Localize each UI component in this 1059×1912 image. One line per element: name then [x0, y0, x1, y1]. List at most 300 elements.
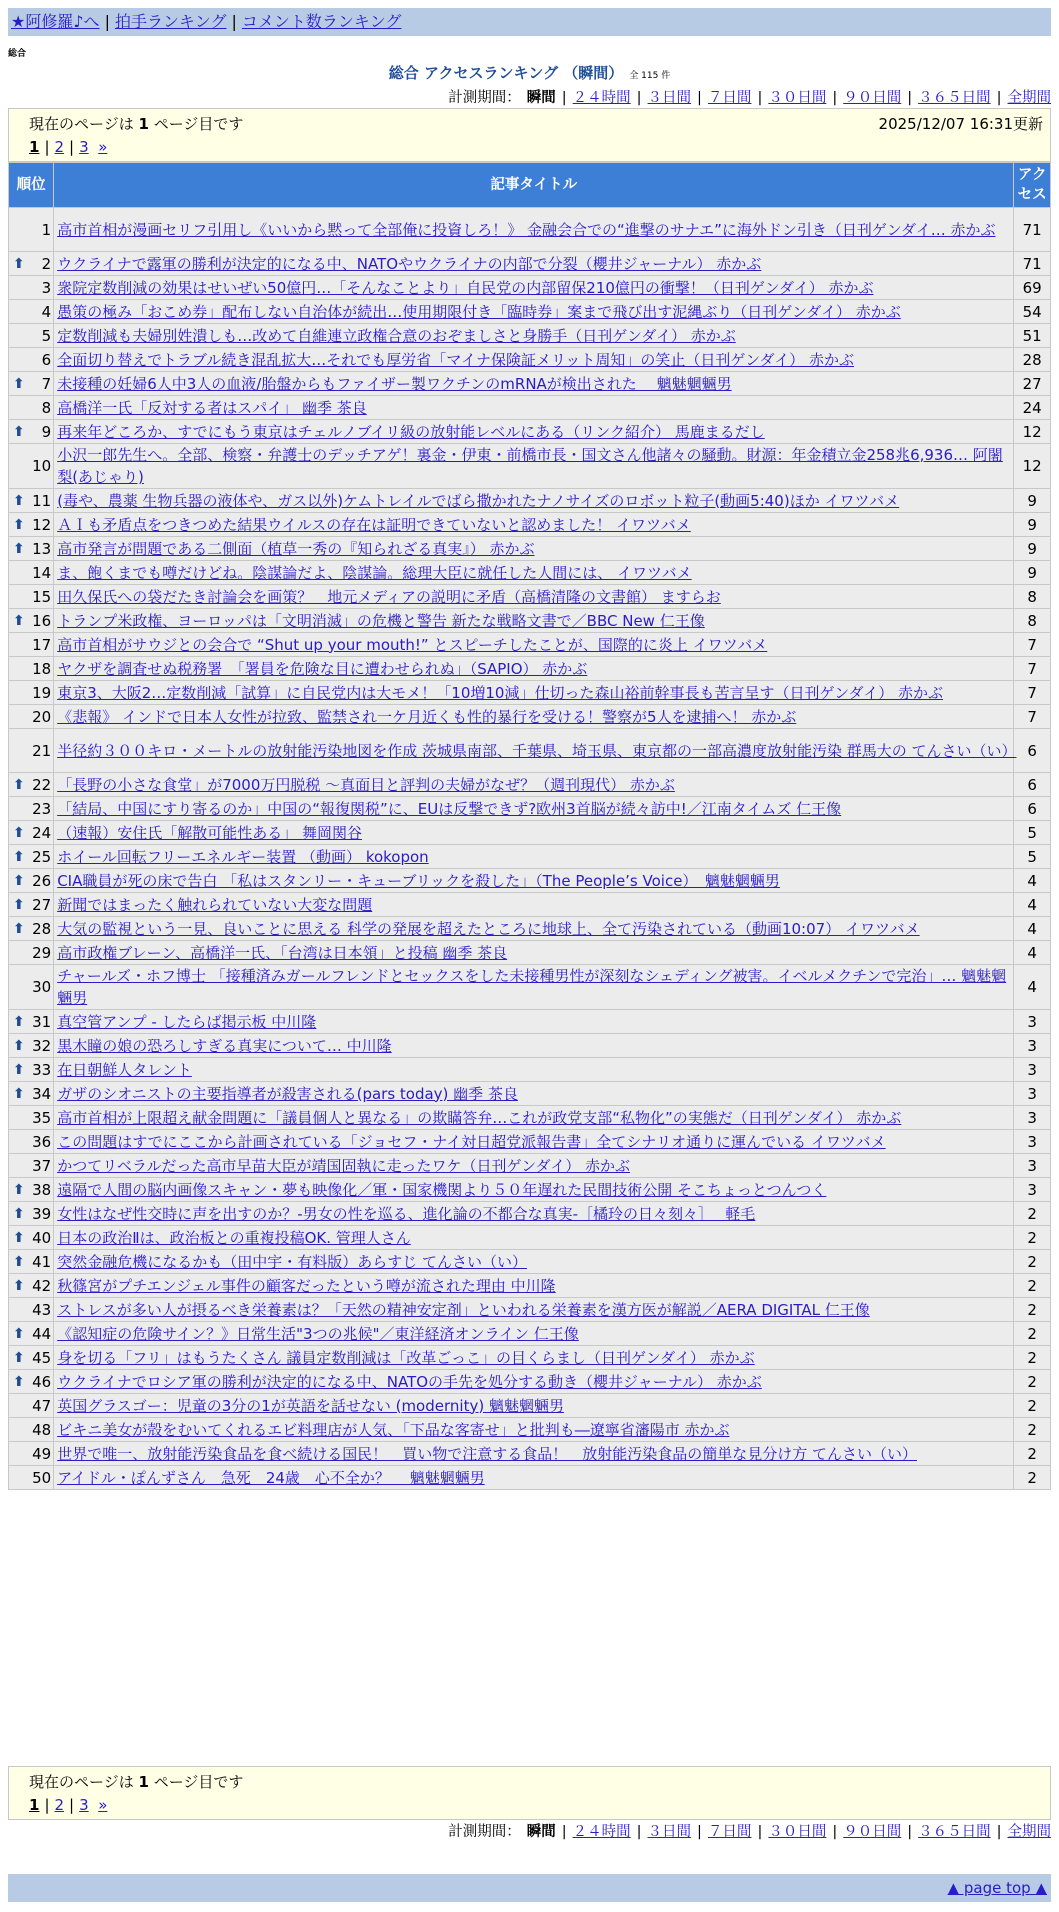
period-365d[interactable]: ３６５日間 [918, 90, 991, 106]
article-link[interactable]: 「長野の小さな食堂」が7000万円脱税 ～真面目と評判の夫婦がなぜ？（週刊現代） 赤かぶ [57, 775, 675, 794]
rank-number: 50 [32, 1468, 52, 1487]
article-link[interactable]: ま、飽くまでも噂だけどね。陰謀論だよ、陰謀論。総理大臣に就任した人間には、 イワツバメ [57, 563, 692, 582]
article-link[interactable]: 遠隔で人間の脳内画像スキャン・夢も映像化／軍・国家機関より５０年遅れた民間技術公開 そこちょっとつんつく [57, 1180, 827, 1199]
rank-cell [9, 208, 54, 252]
access-count: 4 [1014, 965, 1051, 1010]
rank-cell [9, 633, 54, 657]
article-link[interactable]: 東京3、大阪2…定数削減「試算」に自民党内は大モメ！「10増10減」仕切った森山裕前幹事長も苦言呈す（日刊ゲンダイ） 赤かぶ [57, 683, 944, 702]
rank-cell [9, 489, 54, 513]
period-3d[interactable]: ３日間 [647, 1824, 692, 1840]
rank-cell [9, 561, 54, 585]
article-link[interactable]: 田久保氏への袋だたき討論会を画策？ 地元メディアの説明に矛盾（高橋清隆の文書館） ますらお [57, 587, 721, 606]
table-row [9, 1082, 1051, 1106]
table-row [9, 657, 1051, 681]
access-count: 8 [1014, 585, 1051, 609]
rank-cell [9, 657, 54, 681]
table-row [9, 965, 1051, 1010]
rank-number: 36 [32, 1132, 52, 1151]
article-link[interactable]: 《認知症の危険サイン？》日常生活"3つの兆候"／東洋経済オンライン 仁王像 [57, 1324, 579, 1343]
article-link[interactable]: ストレスが多い人が摂るべき栄養素は？「天然の精神安定剤」といわれる栄養素を漢方医が解説／AERA DIGITAL 仁王像 [57, 1300, 870, 1319]
article-link[interactable]: 未接種の妊婦6人中3人の血液/胎盤からもファイザー製ワクチンのmRNAが検出された 魑魅魍魎男 [57, 374, 732, 393]
rank-cell [9, 444, 54, 489]
period-24h[interactable]: ２４時間 [572, 90, 631, 106]
access-count: 2 [1014, 1226, 1051, 1250]
article-link[interactable]: 衆院定数削減の効果はせいぜい50億円…「そんなことより」自民党の内部留保210億円の衝撃！（日刊ゲンダイ） 赤かぶ [57, 278, 874, 297]
rank-cell [9, 965, 54, 1010]
table-row [9, 1250, 1051, 1274]
pager-page-current[interactable]: 1 [29, 1796, 40, 1814]
home-link[interactable]: ★阿修羅♪へ [11, 12, 100, 31]
article-link[interactable]: 真空管アンプ - したらば掲示板 中川隆 [57, 1012, 317, 1031]
article-link[interactable]: 在日朝鮮人タレント [57, 1060, 192, 1079]
rank-cell [9, 420, 54, 444]
article-link[interactable]: 高市首相がサウジとの会合で “Shut up your mouth!” とスピーチしたことが、国際的に炎上 イワツバメ [57, 635, 768, 654]
period-24h[interactable]: ２４時間 [572, 1824, 631, 1840]
updated-timestamp: 2025/12/07 16:31更新 [878, 115, 1043, 133]
rank-cell [9, 513, 54, 537]
rank-cell [9, 941, 54, 965]
access-count: 2 [1014, 1202, 1051, 1226]
up-arrow-icon: ⬆ [13, 1253, 25, 1270]
access-count: 54 [1014, 300, 1051, 324]
up-arrow-icon: ⬆ [13, 516, 25, 533]
access-count: 2 [1014, 1250, 1051, 1274]
access-count: 3 [1014, 1010, 1051, 1034]
rank-number: 41 [32, 1252, 52, 1271]
article-link[interactable]: ＡＩも矛盾点をつきつめた結果ウイルスの存在は証明できていないと認めました！ イワツバメ [57, 515, 691, 534]
up-arrow-icon: ⬆ [13, 1277, 25, 1294]
title-cell [54, 1130, 1014, 1154]
title-cell [54, 1202, 1014, 1226]
access-count: 4 [1014, 869, 1051, 893]
up-arrow-icon: ⬆ [13, 824, 25, 841]
rank-number: 48 [32, 1420, 52, 1439]
table-row [9, 1418, 1051, 1442]
table-row [9, 917, 1051, 941]
title-cell [54, 208, 1014, 252]
table-row [9, 585, 1051, 609]
access-count: 2 [1014, 1442, 1051, 1466]
rank-cell [9, 609, 54, 633]
article-link[interactable]: 大気の監視という一見、良いことに思える 科学の発展を超えたところに地球上、全て汚染されている（動画10:07） イワツバメ [57, 919, 920, 938]
rank-number: 17 [32, 635, 52, 654]
page-title [0, 62, 1059, 83]
rank-cell [9, 1130, 54, 1154]
access-count: 9 [1014, 513, 1051, 537]
up-arrow-icon: ⬆ [13, 1013, 25, 1030]
access-count: 12 [1014, 444, 1051, 489]
access-count: 12 [1014, 420, 1051, 444]
rank-cell [9, 1418, 54, 1442]
table-row [9, 1370, 1051, 1394]
article-link[interactable]: 《悲報》 インドで日本人女性が拉致、監禁され一ケ月近くも性的暴行を受ける！警察が5人を逮捕へ！ 赤かぶ [57, 707, 797, 726]
rank-number: 31 [32, 1012, 52, 1031]
title-cell [54, 348, 1014, 372]
rank-number: 27 [32, 895, 52, 914]
rank-number: 47 [32, 1396, 52, 1415]
rank-cell [9, 869, 54, 893]
title-cell [54, 513, 1014, 537]
rank-number: 44 [32, 1324, 52, 1343]
rank-number: 6 [41, 350, 52, 369]
article-link[interactable]: 半径約３００キロ・メートルの放射能汚染地図を作成 茨城県南部、千葉県、埼玉県、東京都の一部高濃度放射能汚染 群馬大の てんさい（い） [57, 741, 1017, 760]
rank-cell [9, 1274, 54, 1298]
up-arrow-icon: ⬆ [13, 920, 25, 937]
period-30d[interactable]: ３０日間 [768, 90, 827, 106]
title-cell [54, 396, 1014, 420]
title-cell [54, 1394, 1014, 1418]
title-cell [54, 1226, 1014, 1250]
period-selector-bottom: 計測期間： 瞬間 | ２４時間 | ３日間 | ７日間 | ３０日間 | ９０日間 | ３６５日間 | 全期間 [448, 1824, 1051, 1840]
access-count: 3 [1014, 1178, 1051, 1202]
article-link[interactable]: 高市発言が問題である二側面（植草一秀の『知られざる真実』） 赤かぶ [57, 539, 535, 558]
article-link[interactable]: 定数削減も夫婦別姓潰しも…改めて自維連立政権合意のおぞましさと身勝手（日刊ゲンダイ） 赤かぶ [57, 326, 736, 345]
pager-page-2[interactable]: 2 [54, 1796, 65, 1814]
rank-cell [9, 1154, 54, 1178]
pager-page-current[interactable]: 1 [29, 138, 40, 156]
title-cell [54, 797, 1014, 821]
rank-number: 29 [32, 943, 52, 962]
title-cell [54, 252, 1014, 276]
header-access: アクセス [1014, 163, 1051, 208]
title-cell [54, 917, 1014, 941]
up-arrow-icon: ⬆ [13, 848, 25, 865]
rank-number: 23 [32, 799, 52, 818]
article-link[interactable]: 全面切り替えでトラブル続き混乱拡大…それでも厚労省「マイナ保険証メリット周知」の笑止（日刊ゲンダイ） 赤かぶ [57, 350, 854, 369]
up-arrow-icon: ⬆ [13, 872, 25, 889]
rank-number: 14 [32, 563, 52, 582]
rank-cell [9, 276, 54, 300]
article-link[interactable]: トランプ米政権、ヨーロッパは「文明消滅」の危機と警告 新たな戦略文書で／BBC New 仁王像 [57, 611, 705, 630]
table-row [9, 729, 1051, 773]
rank-cell [9, 821, 54, 845]
rank-cell [9, 324, 54, 348]
access-count: 24 [1014, 396, 1051, 420]
title-cell [54, 773, 1014, 797]
table-row [9, 869, 1051, 893]
article-link[interactable]: ヤクザを調査せぬ税務署 「署員を危険な目に遭わせられぬ」（SAPIO） 赤かぶ [57, 659, 588, 678]
article-link[interactable]: (毒や、農薬 生物兵器の液体や、ガス以外)ケムトレイルでばら撒かれたナノサイズのロボット粒子(動画5:40)ほか イワツバメ [57, 491, 900, 510]
rank-number: 33 [32, 1060, 52, 1079]
table-row [9, 1466, 1051, 1490]
access-count: 28 [1014, 348, 1051, 372]
access-count: 8 [1014, 609, 1051, 633]
pager-page-3[interactable]: 3 [79, 138, 89, 156]
title-cell [54, 1418, 1014, 1442]
title-cell [54, 609, 1014, 633]
rank-cell [9, 893, 54, 917]
title-cell [54, 1010, 1014, 1034]
rank-cell [9, 1394, 54, 1418]
rank-cell [9, 797, 54, 821]
period-all[interactable]: 全期間 [1007, 1824, 1051, 1840]
article-link[interactable]: 英国グラスゴー：児童の3分の1が英語を話せない (modernity) 魑魅魍魎男 [57, 1396, 564, 1415]
up-arrow-icon: ⬆ [13, 1061, 25, 1078]
access-count: 71 [1014, 208, 1051, 252]
rank-number: 7 [41, 374, 52, 393]
pager-top: 1 | 2 | 3 » [29, 138, 108, 156]
period-label: 計測期間： [448, 90, 521, 106]
table-row [9, 396, 1051, 420]
table-row [9, 1178, 1051, 1202]
article-link[interactable]: アイドル・ぽんずさん 急死 24歳 心不全か？ 魑魅魍魎男 [57, 1468, 485, 1487]
period-90d[interactable]: ９０日間 [843, 1824, 902, 1840]
table-row [9, 537, 1051, 561]
comment-ranking-link[interactable]: コメント数ランキング [241, 12, 402, 31]
page-title-text: 総合 アクセスランキング （瞬間） [388, 64, 624, 82]
pager-page-2[interactable]: 2 [54, 138, 65, 156]
rank-number: 28 [32, 919, 52, 938]
total-count: 全 115 件 [629, 71, 671, 81]
article-link[interactable]: CIA職員が死の床で告白 「私はスタンリー・キューブリックを殺した」（The People’s Voice） 魑魅魍魎男 [57, 871, 780, 890]
article-link[interactable]: ガザのシオニストの主要指導者が殺害される(pars today) 幽季 茶良 [57, 1084, 518, 1103]
rank-number: 24 [32, 823, 52, 842]
rank-cell [9, 681, 54, 705]
access-count: 7 [1014, 681, 1051, 705]
table-row [9, 420, 1051, 444]
article-link[interactable]: 高橋洋一氏「反対する者はスパイ」 幽季 茶良 [57, 398, 367, 417]
rank-cell [9, 300, 54, 324]
rank-number: 12 [32, 515, 52, 534]
article-link[interactable]: 秋篠宮がプチエンジェル事件の顧客だったという噂が流された理由 中川隆 [57, 1276, 556, 1295]
table-row [9, 324, 1051, 348]
rank-number: 20 [32, 707, 52, 726]
rank-cell [9, 917, 54, 941]
rank-number: 38 [32, 1180, 52, 1199]
rank-cell [9, 773, 54, 797]
rank-number: 16 [32, 611, 52, 630]
period-selector-top: 計測期間： 瞬間 | ２４時間 | ３日間 | ７日間 | ３０日間 | ９０日間 | ３６５日間 | 全期間 [448, 90, 1051, 106]
article-link[interactable]: ビキニ美女が殻をむいてくれるエビ料理店が人気、「下品な客寄せ」と批判も―遼寧省瀋陽市 赤かぶ [57, 1420, 730, 1439]
article-link[interactable]: 身を切る「フリ」はもうたくさん 議員定数削減は「改革ごっこ」の目くらまし（日刊ゲンダイ） 赤かぶ [57, 1348, 755, 1367]
title-cell [54, 300, 1014, 324]
period-90d[interactable]: ９０日間 [843, 90, 902, 106]
current-page-text: 現在のページは 1 ページ目です [29, 115, 244, 133]
period-all[interactable]: 全期間 [1007, 90, 1051, 106]
up-arrow-icon: ⬆ [13, 776, 25, 793]
rank-cell [9, 1010, 54, 1034]
page-info-bottom [8, 1766, 1051, 1820]
access-count: 2 [1014, 1394, 1051, 1418]
rank-cell [9, 729, 54, 773]
article-link[interactable]: 黒木瞳の娘の恐ろしすぎる真実について… 中川隆 [57, 1036, 392, 1055]
up-arrow-icon: ⬆ [13, 612, 25, 629]
title-cell [54, 585, 1014, 609]
table-row [9, 1346, 1051, 1370]
title-cell [54, 489, 1014, 513]
article-link[interactable]: 日本の政治Ⅱは、政治板との重複投稿OK. 管理人さん [57, 1228, 411, 1247]
access-count: 7 [1014, 633, 1051, 657]
article-link[interactable]: 再来年どころか、すでにもう東京はチェルノブイリ級の放射能レベルにある（リンク紹介） 馬鹿まるだし [57, 422, 765, 441]
title-cell [54, 941, 1014, 965]
table-row [9, 1106, 1051, 1130]
rank-cell [9, 1370, 54, 1394]
article-link[interactable]: 高市首相が漫画セリフ引用し《いいから黙って全部俺に投資しろ！》 金融会合での“進撃のサナエ”に海外ドン引き（日刊ゲンダイ… 赤かぶ [57, 220, 996, 239]
rank-cell [9, 1034, 54, 1058]
rank-number: 43 [32, 1300, 52, 1319]
title-cell [54, 537, 1014, 561]
table-row [9, 208, 1051, 252]
up-arrow-icon: ⬆ [13, 1373, 25, 1390]
table-row [9, 348, 1051, 372]
rank-number: 25 [32, 847, 52, 866]
header-rank: 順位 [9, 163, 54, 208]
pager-bottom: 1 | 2 | 3 » [29, 1796, 108, 1814]
title-cell [54, 561, 1014, 585]
access-count: 3 [1014, 1130, 1051, 1154]
access-count: 6 [1014, 797, 1051, 821]
table-row [9, 705, 1051, 729]
table-row [9, 300, 1051, 324]
access-count: 2 [1014, 1418, 1051, 1442]
rank-cell [9, 1322, 54, 1346]
article-link[interactable]: 高市政権ブレーン、高橋洋一氏、「台湾は日本領」と投稿 幽季 茶良 [57, 943, 508, 962]
article-link[interactable]: 突然金融危機になるかも（田中宇・有料版）あらすじ てんさい（い） [57, 1252, 527, 1271]
table-row [9, 845, 1051, 869]
bottom-bar [8, 1874, 1051, 1902]
table-row [9, 1058, 1051, 1082]
access-count: 3 [1014, 1058, 1051, 1082]
title-cell [54, 1442, 1014, 1466]
title-cell [54, 893, 1014, 917]
article-link[interactable]: 愚策の極み「おこめ券」配布しない自治体が続出…使用期限付き「臨時券」案まで飛び出す泥縄ぶり（日刊ゲンダイ） 赤かぶ [57, 302, 901, 321]
pager-next[interactable]: » [98, 1796, 108, 1814]
rank-number: 34 [32, 1084, 52, 1103]
rank-cell [9, 1058, 54, 1082]
table-row [9, 1442, 1051, 1466]
rank-number: 45 [32, 1348, 52, 1367]
title-cell [54, 729, 1017, 773]
period-3d[interactable]: ３日間 [647, 90, 692, 106]
access-count: 7 [1014, 657, 1051, 681]
title-cell [54, 276, 1014, 300]
article-link[interactable]: 世界で唯一、放射能汚染食品を食べ続ける国民！ 買い物で注意する食品！ 放射能汚染食品の簡単な見分け方 てんさい（い） [57, 1444, 917, 1463]
table-row [9, 681, 1051, 705]
rank-number: 11 [32, 491, 52, 510]
rank-cell [9, 1082, 54, 1106]
rank-number: 49 [32, 1444, 52, 1463]
article-link[interactable]: かつてリベラルだった高市早苗大臣が靖国固執に走ったワケ（日刊ゲンダイ） 赤かぶ [57, 1156, 631, 1175]
access-count: 2 [1014, 1298, 1051, 1322]
period-30d[interactable]: ３０日間 [768, 1824, 827, 1840]
article-link[interactable]: 「結局、中国にすり寄るのか」中国の“報復関税”に、EUは反撃できず?欧州3首脳が続々訪中!／江南タイムズ 仁王像 [57, 799, 842, 818]
title-cell [54, 657, 1014, 681]
article-link[interactable]: 女性はなぜ性交時に声を出すのか？-男女の性を巡る、進化論の不都合な真実-［橘玲の日々刻々］ 軽毛 [57, 1204, 756, 1223]
table-row [9, 444, 1051, 489]
article-link[interactable]: 高市首相が上限超え献金問題に「議員個人と異なる」の欺瞞答弁…これが政党支部“私物化”の実態だ（日刊ゲンダイ） 赤かぶ [57, 1108, 902, 1127]
rank-number: 5 [41, 326, 52, 345]
article-link[interactable]: 新聞ではまったく触れられていない大変な問題 [57, 895, 373, 914]
up-arrow-icon: ⬆ [13, 1229, 25, 1246]
rank-number: 4 [41, 302, 52, 321]
period-7d[interactable]: ７日間 [707, 1824, 752, 1840]
page-info-top [8, 108, 1051, 162]
up-arrow-icon: ⬆ [13, 1037, 25, 1054]
article-link[interactable]: （速報）安住氏「解散可能性ある」 舞岡関谷 [57, 823, 362, 842]
title-cell [54, 1322, 1014, 1346]
title-cell [54, 1082, 1014, 1106]
table-row [9, 797, 1051, 821]
access-count: 5 [1014, 821, 1051, 845]
period-7d[interactable]: ７日間 [707, 90, 752, 106]
rank-cell [9, 252, 54, 276]
title-cell [54, 1178, 1014, 1202]
access-count: 27 [1014, 372, 1051, 396]
access-count: 3 [1014, 1034, 1051, 1058]
title-cell [54, 869, 1014, 893]
article-link[interactable]: この問題はすでにここから計画されている「ジョセフ・ナイ対日超党派報告書」全てシナリオ通りに運んでいる イワツバメ [57, 1132, 886, 1151]
top-navigation: ★阿修羅♪へ | 拍手ランキング | コメント数ランキング [8, 8, 1051, 36]
access-count: 6 [1014, 773, 1051, 797]
applause-ranking-link[interactable]: 拍手ランキング [114, 12, 227, 31]
access-count: 2 [1014, 1346, 1051, 1370]
table-row [9, 633, 1051, 657]
rank-number: 42 [32, 1276, 52, 1295]
rank-cell [9, 1106, 54, 1130]
access-count: 3 [1014, 1106, 1051, 1130]
table-row [9, 1322, 1051, 1346]
access-count: 9 [1014, 537, 1051, 561]
title-cell [54, 633, 1014, 657]
page-top-link[interactable]: ▲ page top ▲ [947, 1879, 1047, 1897]
title-cell [54, 1106, 1014, 1130]
up-arrow-icon: ⬆ [13, 1205, 25, 1222]
rank-number: 13 [32, 539, 52, 558]
up-arrow-icon: ⬆ [13, 255, 25, 272]
title-cell [54, 681, 1014, 705]
pager-page-3[interactable]: 3 [79, 1796, 89, 1814]
rank-number: 1 [41, 220, 52, 239]
article-link[interactable]: ホイール回転フリーエネルギー装置 （動画） kokopon [57, 847, 429, 866]
up-arrow-icon: ⬆ [13, 540, 25, 557]
rank-number: 40 [32, 1228, 52, 1247]
rank-cell [9, 348, 54, 372]
access-count: 2 [1014, 1322, 1051, 1346]
article-link[interactable]: チャールズ・ホフ博士 「接種済みガールフレンドとセックスをした未接種男性が深刻なシェディング被害。イベルメクチンで完治」… 魑魅魍魎男 [57, 967, 1007, 1007]
rank-number: 3 [41, 278, 52, 297]
rank-number: 32 [32, 1036, 52, 1055]
table-row [9, 1394, 1051, 1418]
period-365d[interactable]: ３６５日間 [918, 1824, 991, 1840]
access-count: 9 [1014, 489, 1051, 513]
table-row [9, 372, 1051, 396]
access-count: 4 [1014, 917, 1051, 941]
table-row [9, 1010, 1051, 1034]
access-count: 6 [1014, 729, 1051, 773]
article-link[interactable]: ウクライナでロシア軍の勝利が決定的になる中、NATOの手先を処分する動き（櫻井ジャーナル） 赤かぶ [57, 1372, 762, 1391]
table-row [9, 276, 1051, 300]
header-title: 記事タイトル [54, 163, 1014, 208]
rank-number: 19 [32, 683, 52, 702]
table-row [9, 489, 1051, 513]
rank-number: 18 [32, 659, 52, 678]
access-count: 71 [1014, 252, 1051, 276]
rank-number: 21 [32, 741, 52, 760]
title-cell [54, 845, 1014, 869]
up-arrow-icon: ⬆ [13, 1181, 25, 1198]
article-link[interactable]: ウクライナで露軍の勝利が決定的になる中、NATOやウクライナの内部で分裂（櫻井ジャーナル） 赤かぶ [57, 254, 762, 273]
access-count: 3 [1014, 1082, 1051, 1106]
category-label: 総合 [8, 49, 27, 59]
rank-number: 2 [41, 254, 52, 273]
article-link[interactable]: 小沢一郎先生へ。全部、検察・弁護士のデッチアゲ！裏金・伊東・前橋市長・国文さん他諸々の騒動。財源：年金積立金258兆6,936… 阿闍梨(あじゃり) [57, 446, 1003, 486]
table-row [9, 1154, 1051, 1178]
pager-next[interactable]: » [98, 138, 108, 156]
table-row [9, 821, 1051, 845]
access-count: 4 [1014, 941, 1051, 965]
title-cell [54, 1058, 1014, 1082]
access-count: 2 [1014, 1274, 1051, 1298]
